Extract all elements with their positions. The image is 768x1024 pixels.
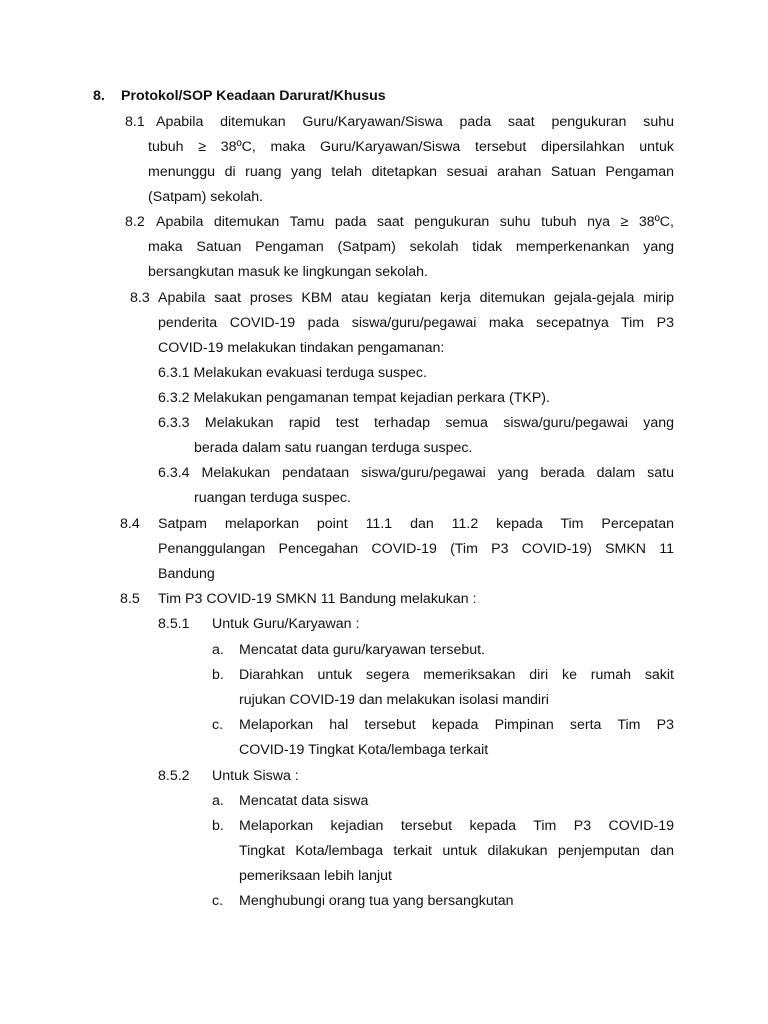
item-6-3-2: 6.3.2 Melakukan pengamanan tempat kejadian perkara (TKP). (158, 390, 550, 406)
item-8-5-1-b-line-2: rujukan COVID-19 dan melakukan isolasi mandiri (239, 692, 549, 708)
item-8-5-2-c-marker: c. (212, 893, 224, 909)
item-8-1-number: 8.1 (125, 114, 145, 130)
item-8-5-2-b-marker: b. (212, 818, 224, 834)
item-8-5-1-c-line-2: COVID-19 Tingkat Kota/lembaga terkait (239, 742, 489, 758)
item-8-5-2-number: 8.5.2 (158, 768, 190, 784)
item-8-3-number: 8.3 (130, 290, 150, 306)
item-8-5-2-a-marker: a. (212, 793, 224, 809)
item-6-3-3-line-2: berada dalam satu ruangan terduga suspec. (194, 440, 473, 456)
item-8-5-1-c-marker: c. (212, 717, 224, 733)
item-8-3-line-2: penderita COVID-19 pada siswa/guru/pegawai maka secepatnya Tim P3 (158, 315, 674, 331)
item-8-1-line-2: tubuh ≥ 38ºC, maka Guru/Karyawan/Siswa tersebut dipersilahkan untuk (148, 139, 674, 155)
item-8-4-line-2: Penanggulangan Pencegahan COVID-19 (Tim P3 COVID-19) SMKN 11 (158, 541, 674, 557)
item-6-3-4-line-2: ruangan terduga suspec. (194, 490, 351, 506)
item-8-5-2-a: Mencatat data siswa (239, 793, 369, 809)
item-8-2-line-1: Apabila ditemukan Tamu pada saat pengukuran suhu tubuh nya ≥ 38ºC, (156, 214, 674, 230)
item-8-4-line-3: Bandung (158, 566, 215, 582)
item-6-3-4-line-1: 6.3.4 Melakukan pendataan siswa/guru/pegawai yang berada dalam satu (158, 465, 674, 481)
item-8-2-line-2: maka Satuan Pengaman (Satpam) sekolah tidak memperkenankan yang (148, 239, 674, 255)
item-8-5-1-number: 8.5.1 (158, 616, 190, 632)
item-8-1-line-1: Apabila ditemukan Guru/Karyawan/Siswa pada saat pengukuran suhu (156, 114, 674, 130)
item-8-5-2-b-line-2: Tingkat Kota/lembaga terkait untuk dilakukan penjemputan dan (239, 843, 674, 859)
item-8-5-1-title: Untuk Guru/Karyawan : (212, 616, 360, 632)
item-8-5-2-b-line-3: pemeriksaan lebih lanjut (239, 868, 393, 884)
section-number: 8. (93, 88, 105, 104)
item-6-3-3-line-1: 6.3.3 Melakukan rapid test terhadap semua siswa/guru/pegawai yang (158, 415, 674, 431)
item-8-4-line-1: Satpam melaporkan point 11.1 dan 11.2 kepada Tim Percepatan (158, 516, 674, 532)
item-8-3-line-3: COVID-19 melakukan tindakan pengamanan: (158, 340, 445, 356)
item-8-5-2-c: Menghubungi orang tua yang bersangkutan (239, 893, 514, 909)
item-8-4-number: 8.4 (120, 516, 140, 532)
item-8-5-1-c-line-1: Melaporkan hal tersebut kepada Pimpinan serta Tim P3 (239, 717, 674, 733)
item-8-5-1-a: Mencatat data guru/karyawan tersebut. (239, 642, 486, 658)
item-8-5-2-title: Untuk Siswa : (212, 768, 299, 784)
item-6-3-1: 6.3.1 Melakukan evakuasi terduga suspec. (158, 365, 427, 381)
item-8-5-1-b-line-1: Diarahkan untuk segera memeriksakan diri ke rumah sakit (239, 667, 674, 683)
item-8-2-number: 8.2 (125, 214, 145, 230)
item-8-3-line-1: Apabila saat proses KBM atau kegiatan kerja ditemukan gejala-gejala mirip (158, 290, 674, 306)
section-title: Protokol/SOP Keadaan Darurat/Khusus (121, 88, 386, 104)
item-8-5-2-b-line-1: Melaporkan kejadian tersebut kepada Tim P3 COVID-19 (239, 818, 674, 834)
item-8-5-1-a-marker: a. (212, 642, 224, 658)
item-8-5-number: 8.5 (120, 591, 140, 607)
item-8-5-1-b-marker: b. (212, 667, 224, 683)
item-8-5-line-1: Tim P3 COVID-19 SMKN 11 Bandung melakukan : (158, 591, 477, 607)
item-8-1-line-4: (Satpam) sekolah. (148, 189, 264, 205)
item-8-2-line-3: bersangkutan masuk ke lingkungan sekolah. (148, 264, 428, 280)
item-8-1-line-3: menunggu di ruang yang telah ditetapkan sesuai arahan Satuan Pengaman (148, 164, 674, 180)
